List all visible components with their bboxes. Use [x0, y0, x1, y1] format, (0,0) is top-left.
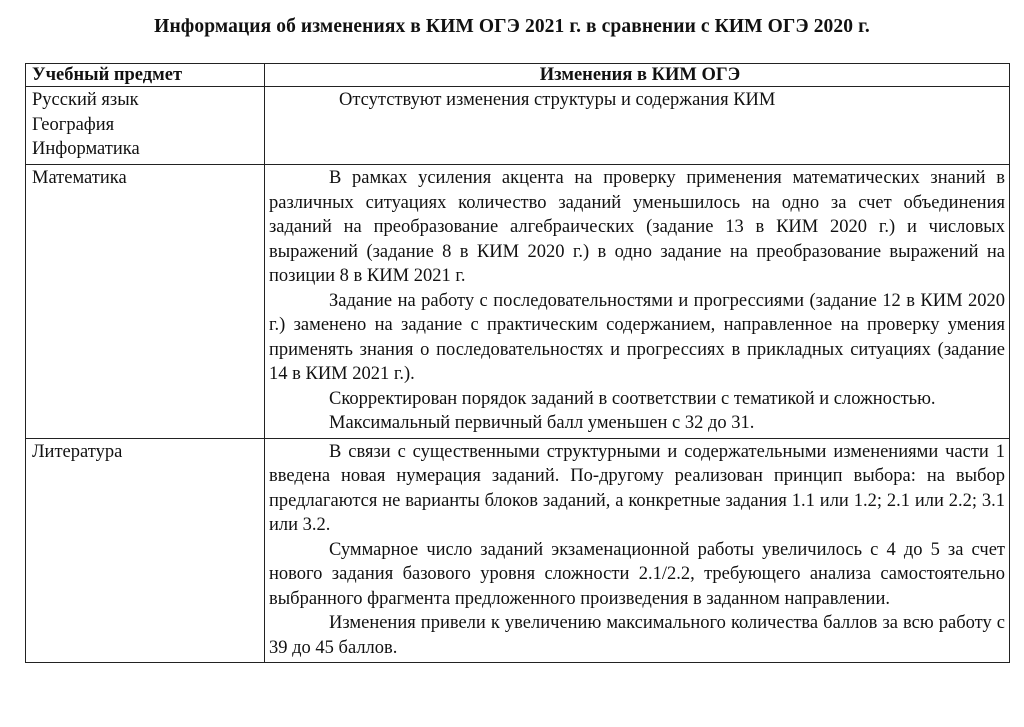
change-paragraph: В рамках усиления акцента на проверку применения математических знаний в различных ситуациях количество заданий уменьшилось на одно за счет объединения заданий на преобразование алгебраических (задание 13 в КИМ 2020 г.) и числовых выражений (задание 8 в КИМ 2020 г.) в одно задание на преобразование выражений на позиции 8 в КИМ 2021 г. — [269, 168, 1005, 286]
subject-name: Литература — [32, 441, 123, 462]
change-paragraph: Отсутствуют изменения структуры и содержания КИМ — [339, 90, 776, 110]
subject-cell — [26, 438, 265, 663]
header-changes: Изменения в КИМ ОГЭ — [265, 64, 1010, 87]
subject-name: Информатика — [32, 139, 140, 159]
header-subject: Учебный предмет — [26, 64, 265, 87]
table-row — [26, 438, 1010, 663]
document-title: Информация об изменениях в КИМ ОГЭ 2021 г. в сравнении с КИМ ОГЭ 2020 г. — [154, 16, 870, 37]
changes-cell — [265, 165, 1010, 439]
subject-cell — [26, 165, 265, 439]
changes-table — [25, 63, 1010, 663]
table-row — [26, 87, 1010, 165]
table-row — [26, 165, 1010, 439]
subject-name: Математика — [32, 168, 127, 188]
table-header-row — [26, 64, 1010, 87]
change-paragraph: Изменения привели к увеличению максимального количества баллов за всю работу с 39 до 45 баллов. — [269, 613, 1005, 658]
change-paragraph: Суммарное число заданий экзаменационной работы увеличилось с 4 до 5 за счет нового задания базового уровня сложности 2.1/2.2, требующего анализа самостоятельно выбранного фрагмента предложенного произведения в заданном направлении. — [269, 539, 1005, 609]
subject-name: География — [32, 114, 115, 135]
change-paragraph: Скорректирован порядок заданий в соответствии с тематикой и сложностью. — [329, 388, 936, 409]
change-paragraph: Задание на работу с последовательностями и прогрессиями (задание 12 в КИМ 2020 г.) заменено на задание с практическим содержанием, направленное на проверку умения применять знания о последовательностях и прогрессиях в прикладных ситуациях (задание 14 в КИМ 2021 г.). — [269, 290, 1005, 384]
subject-cell — [26, 87, 265, 165]
changes-cell — [265, 87, 1010, 165]
changes-cell — [265, 438, 1010, 663]
subject-name: Русский язык — [32, 90, 139, 110]
change-paragraph: В связи с существенными структурными и содержательными изменениями части 1 введена новая нумерация заданий. По-другому реализован принцип выбора: на выбор предлагаются не варианты блоков заданий, а конкретные задания 1.1 или 1.2; 2.1 или 2.2; 3.1 или 3.2. — [269, 441, 1005, 535]
change-paragraph: Максимальный первичный балл уменьшен с 32 до 31. — [329, 413, 755, 433]
